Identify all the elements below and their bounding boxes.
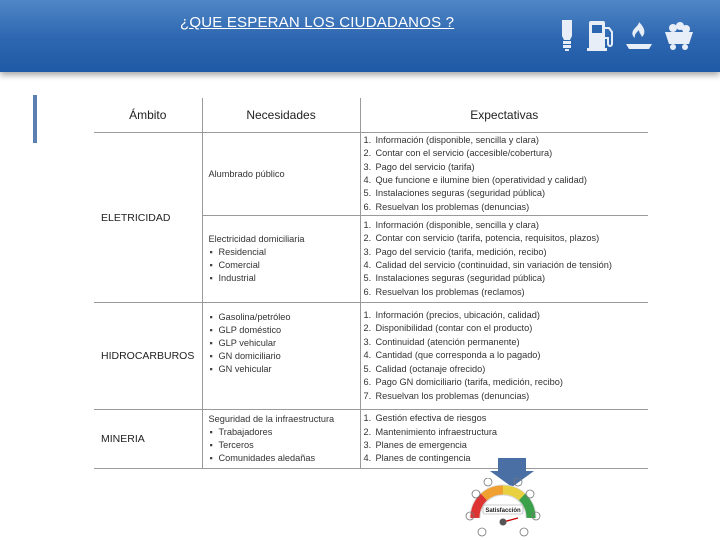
list-item: ▪ GN vehicular bbox=[209, 363, 360, 376]
header-banner bbox=[0, 0, 720, 72]
table-row bbox=[94, 410, 648, 469]
table-row bbox=[94, 133, 648, 216]
necesidad-cell bbox=[202, 410, 360, 469]
header-ambito: Ámbito bbox=[94, 98, 202, 133]
satisfaction-gauge-icon bbox=[462, 478, 544, 540]
list-item: Información (disponible, sencilla y clara) bbox=[375, 134, 539, 145]
expectations-table bbox=[94, 98, 648, 469]
list-item: Resuelvan los problemas (denuncias) bbox=[375, 201, 530, 212]
necesidad-cell bbox=[202, 216, 360, 303]
list-item: ▪ Comunidades aledañas bbox=[209, 452, 360, 465]
list-item: ▪ GLP vehicular bbox=[209, 337, 360, 350]
list-item: ▪ GN domiciliario bbox=[209, 350, 360, 363]
ambito-cell bbox=[94, 133, 202, 303]
list-item: Planes de emergencia bbox=[375, 440, 467, 450]
list-item: Pago del servicio (tarifa, medición, recibo) bbox=[375, 246, 547, 257]
page-title: ¿QUE ESPERAN LOS CIUDADANOS ? bbox=[180, 14, 455, 31]
list-item: ▪ Industrial bbox=[209, 272, 360, 285]
list-item: Pago del servicio (tarifa) bbox=[375, 161, 475, 172]
lightbulb-icon bbox=[556, 18, 578, 52]
ambito-cell bbox=[94, 303, 202, 410]
list-item: ▪ Terceros bbox=[209, 439, 360, 452]
ambito-label: ELETRICIDAD bbox=[101, 211, 171, 224]
header-expectativas: Expectativas bbox=[360, 98, 648, 133]
list-item: Cantidad (que corresponda a lo pagado) bbox=[375, 350, 541, 361]
list-item: Continuidad (atención permanente) bbox=[375, 336, 520, 347]
list-item: Resuelvan los problemas (reclamos) bbox=[375, 286, 525, 297]
ambito-label: HIDROCARBUROS bbox=[101, 350, 195, 362]
necesidad-cell bbox=[202, 303, 360, 410]
mine-cart-icon bbox=[662, 18, 696, 52]
list-item: Instalaciones seguras (seguridad pública) bbox=[375, 188, 546, 199]
list-item: ▪ Comercial bbox=[209, 259, 360, 272]
list-item: Pago GN domiciliario (tarifa, medición, recibo) bbox=[375, 377, 563, 388]
necesidad-title: Seguridad de la infraestructura bbox=[208, 414, 335, 424]
necesidad-title: Alumbrado público bbox=[208, 168, 285, 179]
accent-bar bbox=[33, 95, 37, 143]
list-item: Gestión efectiva de riesgos bbox=[375, 413, 487, 424]
list-item: Contar con servicio (tarifa, potencia, requisitos, plazos) bbox=[375, 233, 600, 244]
list-item: Resuelvan los problemas (denuncias) bbox=[375, 390, 530, 401]
table-row bbox=[94, 303, 648, 410]
list-item: Información (disponible, sencilla y clara) bbox=[375, 219, 539, 230]
list-item: Planes de contingencia bbox=[375, 453, 471, 464]
list-item: Instalaciones seguras (seguridad pública) bbox=[375, 273, 546, 284]
table-header-row bbox=[94, 98, 648, 133]
list-item: Contar con el servicio (accesible/cobertura) bbox=[375, 148, 553, 159]
expectativas-cell bbox=[360, 216, 648, 303]
list-item: ▪ Residencial bbox=[209, 246, 360, 259]
expectativas-cell bbox=[360, 303, 648, 410]
list-item: Información (precios, ubicación, calidad) bbox=[375, 310, 540, 321]
expectativas-cell bbox=[360, 133, 648, 216]
list-item: ▪ Gasolina/petróleo bbox=[209, 311, 360, 324]
list-item: ▪ GLP doméstico bbox=[209, 324, 360, 337]
gas-flame-icon bbox=[624, 18, 654, 52]
list-item: ▪ Trabajadores bbox=[209, 426, 360, 439]
header-icons bbox=[556, 18, 696, 52]
ambito-label: MINERIA bbox=[101, 433, 145, 445]
necesidad-title: Electricidad domiciliaria bbox=[208, 234, 305, 244]
ambito-cell bbox=[94, 410, 202, 469]
list-item: Disponibilidad (contar con el producto) bbox=[375, 323, 533, 334]
list-item: Mantenimiento infraestructura bbox=[375, 426, 498, 437]
list-item: Calidad del servicio (continuidad, sin variación de tensión) bbox=[375, 260, 612, 270]
gauge-label: Satisfacción bbox=[485, 508, 521, 514]
fuel-pump-icon bbox=[586, 18, 616, 52]
header-necesidades: Necesidades bbox=[202, 98, 360, 133]
necesidad-cell bbox=[202, 133, 360, 216]
list-item: Calidad (octanaje ofrecido) bbox=[375, 363, 486, 374]
list-item: Que funcione e ilumine bien (operatividad y calidad) bbox=[375, 175, 587, 185]
